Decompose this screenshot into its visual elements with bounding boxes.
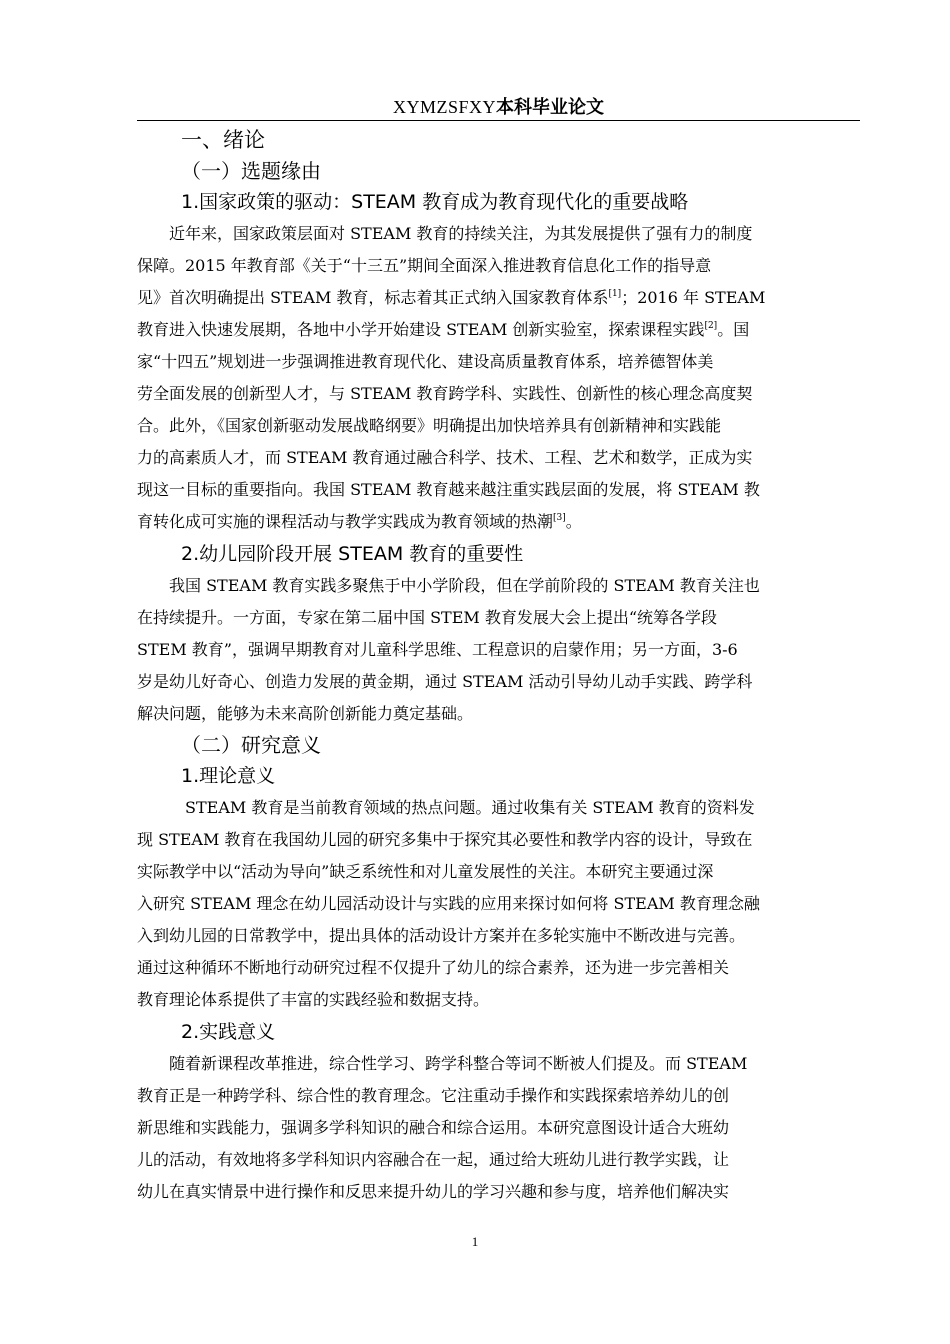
- text-line: 教育进入快速发展期，各地中小学开始建设 STEAM 创新实验室，探索课程实践[2]。国: [137, 320, 750, 339]
- subsection-heading-policy: 1.国家政策的驱动：STEAM 教育成为教育现代化的重要战略: [181, 191, 689, 213]
- paragraph-theory: [137, 792, 860, 1016]
- paragraph-policy: [137, 218, 860, 538]
- text-line: 现这一目标的重要指向。我国 STEAM 教育越来越注重实践层面的发展，将 STEAM 教: [137, 480, 760, 499]
- text-line: 幼儿在真实情景中进行操作和反思来提升幼儿的学习兴趣和参与度，培养他们解决实: [137, 1182, 730, 1201]
- page-header: [137, 96, 860, 121]
- section-heading-topic-origin: （一）选题缘由: [181, 159, 321, 183]
- citation-1: [1]: [608, 289, 622, 299]
- text-line: 在持续提升。一方面，专家在第二届中国 STEM 教育发展大会上提出“统筹各学段: [137, 608, 718, 627]
- text-line: STEM 教育”，强调早期教育对儿童科学思维、工程意识的启蒙作用；另一方面，3-6: [137, 640, 738, 659]
- text-line: 育转化成可实施的课程活动与教学实践成为教育领域的热潮[3]。: [137, 512, 582, 531]
- text-line: 现 STEAM 教育在我国幼儿园的研究多集中于探究其必要性和教学内容的设计，导致在: [137, 830, 753, 849]
- text-line: 见》首次明确提出 STEAM 教育，标志着其正式纳入国家教育体系[1]；2016 年 STEAM: [137, 288, 766, 307]
- header-title: 本科毕业论文: [496, 97, 605, 118]
- page-number: 1: [471, 1234, 479, 1249]
- subsection-heading-practice: 2.实践意义: [181, 1021, 276, 1043]
- citation-3: [3]: [553, 513, 566, 523]
- text-line: 教育正是一种跨学科、综合性的教育理念。它注重动手操作和实践探索培养幼儿的创: [137, 1086, 730, 1105]
- chapter-heading: 一、绪论: [181, 128, 265, 152]
- subsection-heading-theory: 1.理论意义: [181, 765, 276, 787]
- text-line: 我国 STEAM 教育实践多聚焦于中小学阶段，但在学前阶段的 STEAM 教育关注也: [169, 576, 760, 595]
- text-line: 家“十四五”规划进一步强调推进教育现代化、建设高质量教育体系，培养德智体美: [137, 352, 714, 371]
- text-line: 保障。2015 年教育部《关于“十三五”期间全面深入推进教育信息化工作的指导意: [137, 256, 712, 275]
- text-line: 劳全面发展的创新型人才，与 STEAM 教育跨学科、实践性、创新性的核心理念高度契: [137, 384, 753, 403]
- text-line: 实际教学中以“活动为导向”缺乏系统性和对儿童发展性的关注。本研究主要通过深: [137, 862, 714, 881]
- citation-2: [2]: [704, 321, 718, 331]
- text-line: 解决问题，能够为未来高阶创新能力奠定基础。: [137, 704, 474, 723]
- text-line: 随着新课程改革推进，综合性学习、跨学科整合等词不断被人们提及。而 STEAM: [169, 1054, 748, 1073]
- text-line: 入研究 STEAM 理念在幼儿园活动设计与实践的应用来探讨如何将 STEAM 教育理念融: [137, 894, 760, 913]
- text-line: 儿的活动，有效地将多学科知识内容融合在一起，通过给大班幼儿进行教学实践，让: [137, 1150, 730, 1169]
- header-code: XYMZSFXY: [392, 97, 497, 117]
- text-line: 力的高素质人才，而 STEAM 教育通过融合科学、技术、工程、艺术和数学，正成为实: [137, 448, 753, 467]
- text-line: 近年来，国家政策层面对 STEAM 教育的持续关注，为其发展提供了强有力的制度: [169, 224, 753, 243]
- text-line: 教育理论体系提供了丰富的实践经验和数据支持。: [137, 990, 490, 1009]
- text-line: 岁是幼儿好奇心、创造力发展的黄金期，通过 STEAM 活动引导幼儿动手实践、跨学科: [137, 672, 753, 691]
- paragraph-practice: [137, 1048, 860, 1208]
- text-line: STEAM 教育是当前教育领域的热点问题。通过收集有关 STEAM 教育的资料发: [185, 798, 755, 817]
- text-line: 通过这种循环不断地行动研究过程不仅提升了幼儿的综合素养，还为进一步完善相关: [137, 958, 730, 977]
- document-body: [137, 124, 860, 1208]
- section-heading-research-significance: （二）研究意义: [181, 733, 321, 757]
- text-line: 合。此外，《国家创新驱动发展战略纲要》明确提出加快培养具有创新精神和实践能: [137, 416, 722, 435]
- subsection-heading-kindergarten: 2.幼儿园阶段开展 STEAM 教育的重要性: [181, 543, 524, 565]
- text-line: 新思维和实践能力，强调多学科知识的融合和综合运用。本研究意图设计适合大班幼: [137, 1118, 730, 1137]
- paragraph-kindergarten: [137, 570, 860, 730]
- text-line: 入到幼儿园的日常教学中，提出具体的活动设计方案并在多轮实施中不断改进与完善。: [137, 926, 746, 945]
